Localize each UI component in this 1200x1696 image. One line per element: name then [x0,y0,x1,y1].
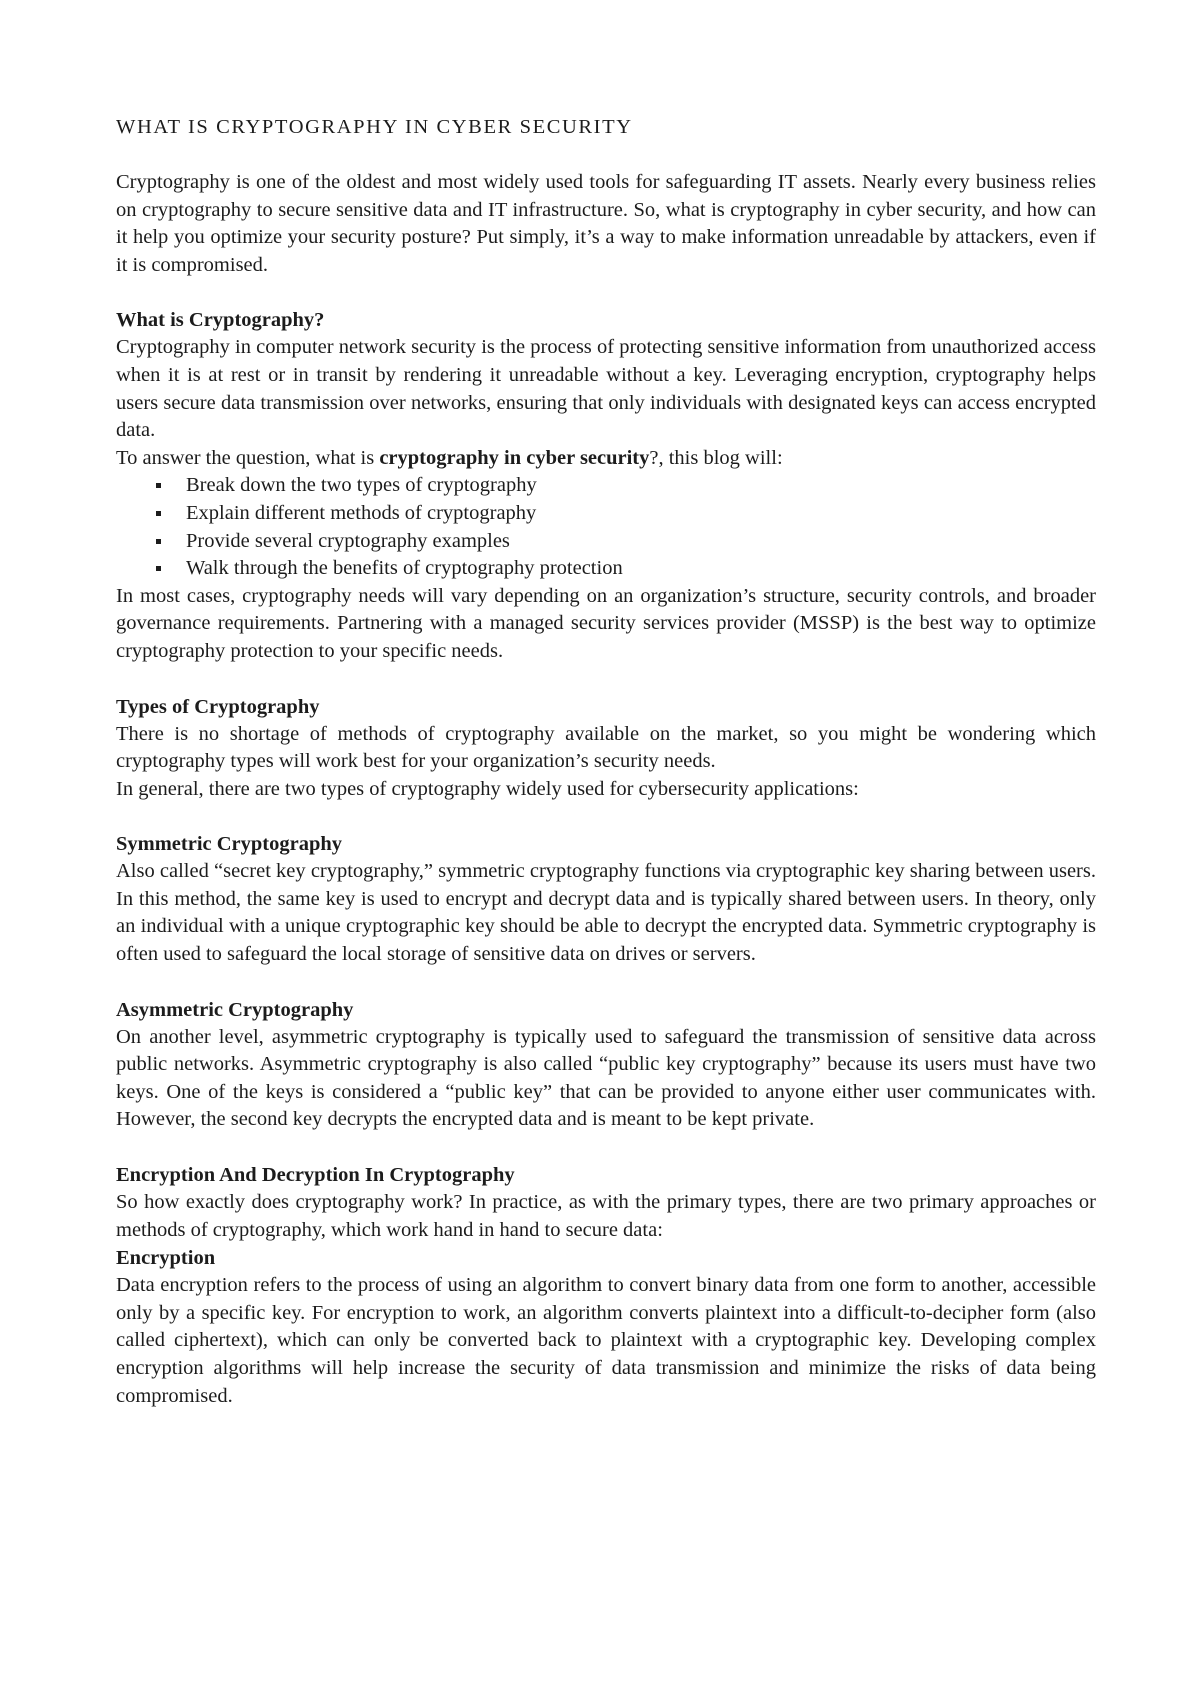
types-paragraph-1: There is no shortage of methods of cryptography available on the market, so you might be wondering which cryptography types will work best for your organization’s security needs. [116,722,1096,773]
list-item [156,528,1096,556]
heading-encryption: Encryption [116,1247,216,1270]
list-item [156,555,1096,583]
heading-encryption-and-decryption: Encryption And Decryption In Cryptography [116,1164,515,1187]
mssp-paragraph: In most cases, cryptography needs will vary depending on an organization’s structure, security controls, and broader governance requirements. Partnering with a managed security services provider (MSSP) is the best way to optimize cryptography protection to your specific needs. [116,584,1096,662]
list-item-text: Provide several cryptography examples [186,529,510,552]
bullet-square-icon [156,511,161,516]
bullet-square-icon [156,566,161,571]
list-item [156,500,1096,528]
list-item-text: Break down the two types of cryptography [186,474,537,497]
heading-what-is-cryptography: What is Cryptography? [116,309,325,332]
list-item-text: Walk through the benefits of cryptography protection [186,557,623,580]
answer-pre-text: To answer the question, what is [116,446,380,469]
answer-line [116,445,1096,473]
what-is-paragraph: Cryptography in computer network security is the process of protecting sensitive information from unauthorized access when it is at rest or in transit by rendering it unreadable without a key. Leveraging encryption, cryptography helps users secure data transmission over networks, ensuring that only individuals with designated keys can access encrypted data. [116,336,1096,442]
answer-bold-text: cryptography in cyber security [379,446,650,469]
enc-dec-paragraph: So how exactly does cryptography work? In practice, as with the primary types, there are two primary approaches or methods of cryptography, which work hand in hand to secure data: [116,1191,1096,1241]
blog-topics-list [116,472,1096,582]
list-item [156,472,1096,500]
symmetric-paragraph: Also called “secret key cryptography,” symmetric cryptography functions via cryptographic key sharing between users. In this method, the same key is used to encrypt and decrypt data and is typically shared between users. In theory, only an individual with a unique cryptographic key should be able to decrypt the encrypted data. Symmetric cryptography is often used to safeguard the local storage of sensitive data on drives or servers. [116,860,1096,966]
list-item-text: Explain different methods of cryptography [186,501,537,524]
heading-asymmetric-cryptography: Asymmetric Cryptography [116,998,354,1021]
heading-types-of-cryptography: Types of Cryptography [116,695,320,718]
bullet-square-icon [156,539,161,544]
encryption-paragraph: Data encryption refers to the process of using an algorithm to convert binary data from one form to another, accessible only by a specific key. For encryption to work, an algorithm converts plaintext into a difficult-to-decipher form (also called ciphertext), which can only be converted back to plaintext with a cryptographic key. Developing complex encryption algorithms will help increase the security of data transmission and minimize the risks of data being compromised. [116,1274,1096,1407]
document-title: WHAT IS CRYPTOGRAPHY IN CYBER SECURITY [116,116,633,138]
bullet-square-icon [156,483,161,488]
types-paragraph-2: In general, there are two types of cryptography widely used for cybersecurity applications: [116,777,859,800]
answer-post-text: ?, this blog will: [649,446,783,469]
heading-symmetric-cryptography: Symmetric Cryptography [116,833,343,856]
asymmetric-paragraph: On another level, asymmetric cryptography is typically used to safeguard the transmission of sensitive data across public networks. Asymmetric cryptography is also called “public key cryptography” because its users must have two keys. One of the keys is considered a “public key” that can be provided to anyone either user communicates with. However, the second key decrypts the encrypted data and is meant to be kept private. [116,1025,1096,1131]
intro-paragraph: Cryptography is one of the oldest and most widely used tools for safeguarding IT assets. Nearly every business relies on cryptography to secure sensitive data and IT infrastructure. So, what is cryptography in cyber security, and how can it help you optimize your security posture? Put simply, it’s a way to make information unreadable by attackers, even if it is compromised. [116,171,1096,276]
